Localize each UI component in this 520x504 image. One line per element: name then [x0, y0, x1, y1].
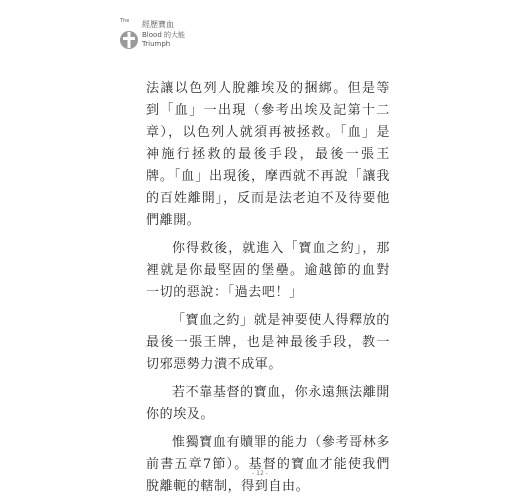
paragraph-2: 你得救後，就進入「寶血之約」，那裡就是你最堅固的堡壘。逾越節的血對一切的惡說：「過去吧！」: [146, 241, 390, 300]
header-title-triumph: Triumph: [142, 40, 171, 48]
paragraph-4: 若不靠基督的寶血，你永遠無法離開你的埃及。: [146, 385, 390, 422]
paragraph-3: 「寶血之約」就是神要使人得釋放的最後一張王牌，也是神最後手段，教一切邪惡勢力潰不成軍。: [146, 313, 390, 372]
header-the-label: The: [120, 18, 130, 24]
running-header: [118, 18, 228, 58]
cross-logo-icon: [118, 26, 140, 52]
paragraph-1: 法讓以色列人脫離埃及的捆綁。但是等到「血」一出現（參考出埃及記第十二章），以色列人就須再被拯救。「血」是神施行拯救的最後手段，最後一張王牌。「血」出現後，摩西就不再說「讓我的百姓離開」，反而是法老迫不及待要他們離開。: [146, 81, 390, 228]
paragraph-5: 惟獨寶血有贖罪的能力（參考哥林多前書五章7節）。基督的寶血才能使我們脫離軛的轄制，得到自由。: [146, 435, 390, 494]
page-body: [146, 78, 390, 504]
page-number: - 12 -: [252, 470, 268, 477]
header-title-blood: Blood 的大能: [142, 31, 185, 39]
header-title-zh: 經歷寶血: [142, 20, 174, 29]
